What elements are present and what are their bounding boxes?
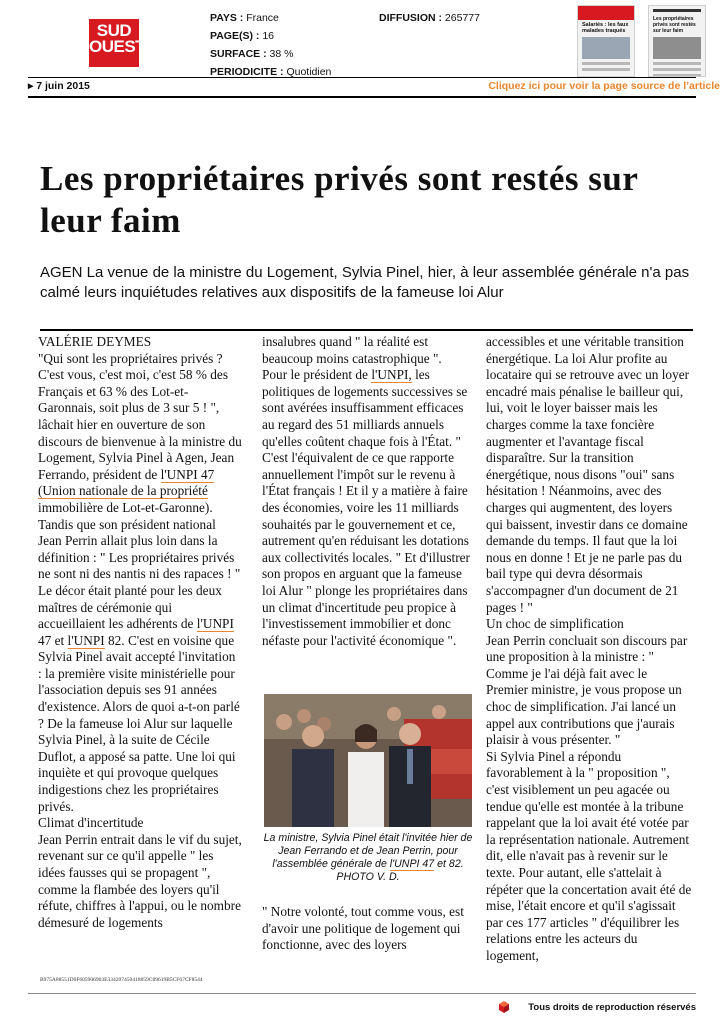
article-lede: AGEN La venue de la ministre du Logement, Sylvia Pinel, hier, à leur assemblée générale n'a pas calmé leurs inquiétudes relatives aux dispositifs de la fameuse loi Alur [40, 264, 690, 301]
photo-caption: La ministre, Sylvia Pinel était l'invitée hier de Jean Ferrando et de Jean Perrin, pour l'assemblée générale de l'UNPI 47 et 82. PHOTO V. D. [263, 832, 473, 883]
meta-pages-value: 16 [262, 30, 274, 42]
highlight-unpi-47: l'UNPI 47 (Union nationale de la propriété [38, 466, 215, 499]
cube-icon [499, 1001, 509, 1013]
document-id: B975A88551D0F605906903E334207450418859C89619B5CF67CF8544 [40, 977, 203, 983]
source-page-link[interactable]: Cliquez ici pour voir la page source de l’article [488, 80, 720, 92]
paragraph: Le décor était planté pour les deux maîtres de cérémonie qui accueillaient les adhérents de l'UNPI 47 et l'UNPI 82. C'est en voisine que Sylvia Pinel avait accepté l'invitation : la première visite ministérielle pour l'association depuis ses 91 années d'existence. Alors de quoi a-t-on parlé ? De la fameuse loi Alur sur laquelle Sylvia Pinel, à la suite de Cécile Duflot, a apposé sa patte. Une loi qui inquiète et qui provoque quelques indigestions chez les propriétaires privés. [38, 582, 240, 814]
thumbnail-article-headline: Les propriétaires privés sont restés sur leur faim [653, 16, 696, 34]
subheading: Climat d'incertitude [38, 815, 144, 831]
article-column-1 [38, 334, 242, 931]
highlight-unpi: l'UNPI [196, 616, 234, 632]
sud-ouest-logo [89, 19, 146, 67]
meta-surface: SURFACE : 38 % [210, 48, 294, 60]
article-column-3 [486, 334, 692, 965]
lede-divider [40, 329, 693, 331]
thumbnail-front-headline: Salariés : les faux malades traqués [582, 22, 629, 34]
paragraph: Jean Perrin concluait son discours par une proposition à la ministre : " Comme je l'ai déjà fait avec le Premier ministre, je vous propose un choc de simplification. J'ai lancé un appel aux contributions que j'aurais plaisir à vous présenter. " [486, 632, 688, 748]
highlight-unpi: l'UNPI, [371, 367, 412, 383]
article-photo [264, 694, 472, 827]
date-arrow-icon: ▸ [28, 80, 34, 92]
meta-pays: PAYS : France [210, 12, 279, 24]
date-text: 7 juin 2015 [36, 80, 90, 92]
author-byline: VALÉRIE DEYMES [38, 334, 152, 349]
paragraph: Jean Perrin entrait dans le vif du sujet, revenant sur ce qu'il appelle " les idées fausses qui se propagent ", comme la flambée des loyers qu'il réfute, chiffres à l'appui, ou le nombre démesuré de logements [38, 831, 242, 930]
paragraph: insalubres quand " la réalité est beaucoup moins catastrophique ". Pour le président de l'UNPI, les politiques de logements successives se sont avérées insuffisamment efficaces au regard des 51 milliards annuels qu'elles coûtent chaque fois à l'État. " C'est l'équivalent de ce que rapporte annuellement l'impôt sur le revenu à l'État français ! Et il y a matière à faire des économies, voire les 11 milliards souhaités par le gouvernement et ce, autrement qu'en réduisant les dotations aux collectivités locales. " Et d'illustrer son propos en arguant que la fameuse loi Alur " plonge les propriétaires dans un climat d'incertitude peu propice à l'investissement immobilier et donc néfaste pour l'activité économique ". [262, 334, 470, 648]
highlight-unpi: l'UNPI [67, 632, 105, 648]
meta-pays-value: France [246, 12, 279, 24]
meta-periodicite-value: Quotidien [286, 66, 332, 78]
logo-text: SUD OUEST [89, 21, 146, 56]
article-column-2-continued [262, 904, 470, 954]
meta-periodicite: PERIODICITE : Quotidien [210, 66, 332, 78]
meta-pages: PAGE(S) : 16 [210, 30, 274, 42]
highlight-unpi-47: l'UNPI 47 [389, 858, 435, 870]
footer-rule [28, 993, 696, 994]
paragraph: "Qui sont les propriétaires privés ? C'est vous, c'est moi, c'est 58 % des Français et 63 % des Lot-et-Garonnais, soit plus de 3 sur 5 ! ", lâchait hier en ouverture de son discours de bienvenue à la ministre du Logement, Sylvia Pinel à Agen, Jean Ferrando, président de l'UNPI 47 (Union nationale de la propriété immobilière de Lot-et-Garonne). Tandis que son président national Jean Perrin allait plus loin dans la définition : " Les propriétaires privés ne sont ni des nantis ni des rapaces ! " [38, 350, 242, 582]
copyright-notice: Tous droits de reproduction réservés [528, 1002, 696, 1013]
header-top-rule [28, 77, 696, 78]
article-title: Les propriétaires privés sont restés sur leur faim [40, 159, 638, 240]
meta-diffusion: DIFFUSION : 265777 [379, 12, 480, 24]
page-thumbnail-article[interactable] [648, 5, 706, 77]
meta-surface-value: 38 % [269, 48, 294, 60]
article-column-2 [262, 334, 470, 649]
photo-ministre-assemblee [264, 694, 472, 827]
paragraph: accessibles et une véritable transition énergétique. La loi Alur profite au locataire qui se retrouve avec un loyer encadré mais pénalise le bailleur qui, lui, voit le loyer baisser mais les charges comme la taxe foncière augmenter et l'avantage fiscal disparaître. Sur la transition énergétique, nous disons "oui" sans hésitation ! Néanmoins, avec des charges qui augmentent, des loyers qui baissent, investir dans ce domaine demande du temps. Il faut que la loi nous en donne ! Et je ne parle pas du bail type qui devra désormais s'accompagner d'un document de 21 pages ! " [486, 334, 690, 615]
paragraph: " Notre volonté, tout comme vous, est d'avoir une politique de logement qui fonctionne, avec des loyers [262, 904, 464, 953]
subheading: Un choc de simplification [486, 616, 624, 632]
meta-diffusion-value: 265777 [444, 12, 480, 24]
page-thumbnail-front[interactable] [577, 5, 635, 77]
paragraph: Si Sylvia Pinel a répondu favorablement à la " proposition ", c'est visiblement un peu agacée ou tendue qu'elle est montée à la tribune rappelant que la loi avait été votée par la représentation nationale. Autrement dit, elle n'avait pas à revenir sur le texte. Pour autant, elle s'attelait à répéter que la concertation avait été de mise, l'était encore et qu'il s'agissait par ces 177 articles " d'équilibrer les relations entre les acteurs du logement, [486, 748, 692, 963]
publication-date [28, 80, 90, 92]
header-divider [28, 96, 696, 98]
